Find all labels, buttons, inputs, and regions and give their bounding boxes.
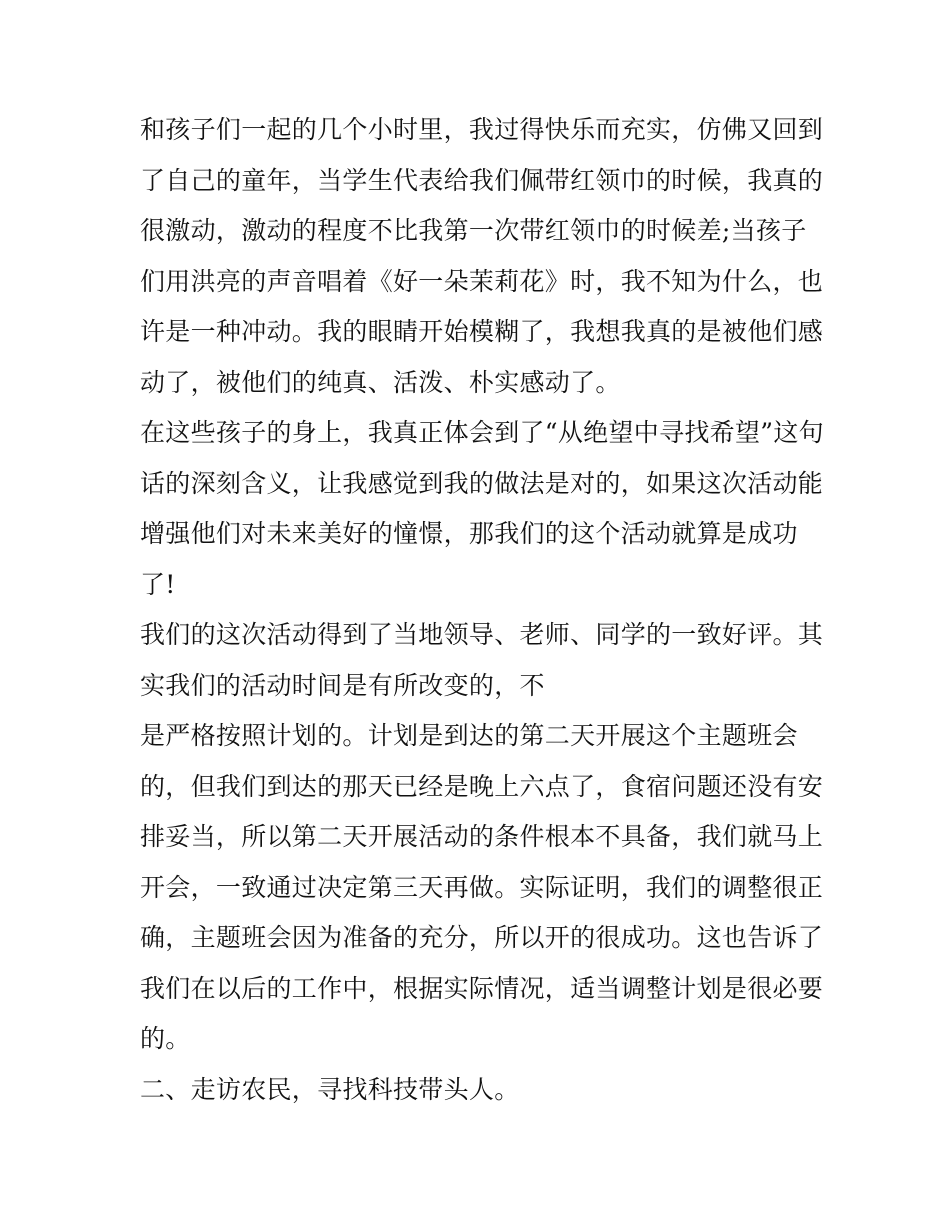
text-line: 是严格按照计划的。计划是到达的第二天开展这个主题班会 [140,721,798,750]
text-line: 话的深刻含义，让我感觉到我的做法是对的，如果这次活动能 [140,468,824,498]
text-line: 在这些孩子的身上，我真正体会到了“从绝望中寻找希望”这句 [140,418,824,447]
text-line: 的。 [140,1024,191,1053]
document-body [140,110,824,1120]
text-line: 动了，被他们的纯真、活泼、朴实感动了。 [140,367,621,397]
text-line: 增强他们对未来美好的憧憬，那我们的这个活动就算是成功 [140,519,798,548]
text-line: 确，主题班会因为准备的充分，所以开的很成功。这也告诉了 [140,923,824,952]
text-line: 们用洪亮的声音唱着《好一朵茉莉花》时，我不知为什么，也 [140,266,824,296]
text-line: 了自己的童年，当学生代表给我们佩带红领巾的时候，我真的 [140,165,824,195]
text-line: 很激动，激动的程度不比我第一次带红领巾的时候差;当孩子 [140,216,807,245]
text-line: 许是一种冲动。我的眼睛开始模糊了，我想我真的是被他们感 [140,317,824,346]
text-line: 我们的这次活动得到了当地领导、老师、同学的一致好评。其 [140,620,824,649]
text-line: 的，但我们到达的那天已经是晚上六点了，食宿问题还没有安 [140,771,824,801]
text-line: 和孩子们一起的几个小时里，我过得快乐而充实，仿佛又回到 [140,115,824,144]
text-line: 开会，一致通过决定第三天再做。实际证明，我们的调整很正 [140,872,824,902]
text-line: 我们在以后的工作中，根据实际情况，适当调整计划是很必要 [140,973,824,1003]
text-line: 了! [140,569,176,599]
text-line: 排妥当，所以第二天开展活动的条件根本不具备，我们就马上 [140,822,824,851]
section-heading: 二、走访农民，寻找科技带头人。 [140,1074,520,1104]
text-line: 实我们的活动时间是有所改变的，不 [140,670,545,700]
